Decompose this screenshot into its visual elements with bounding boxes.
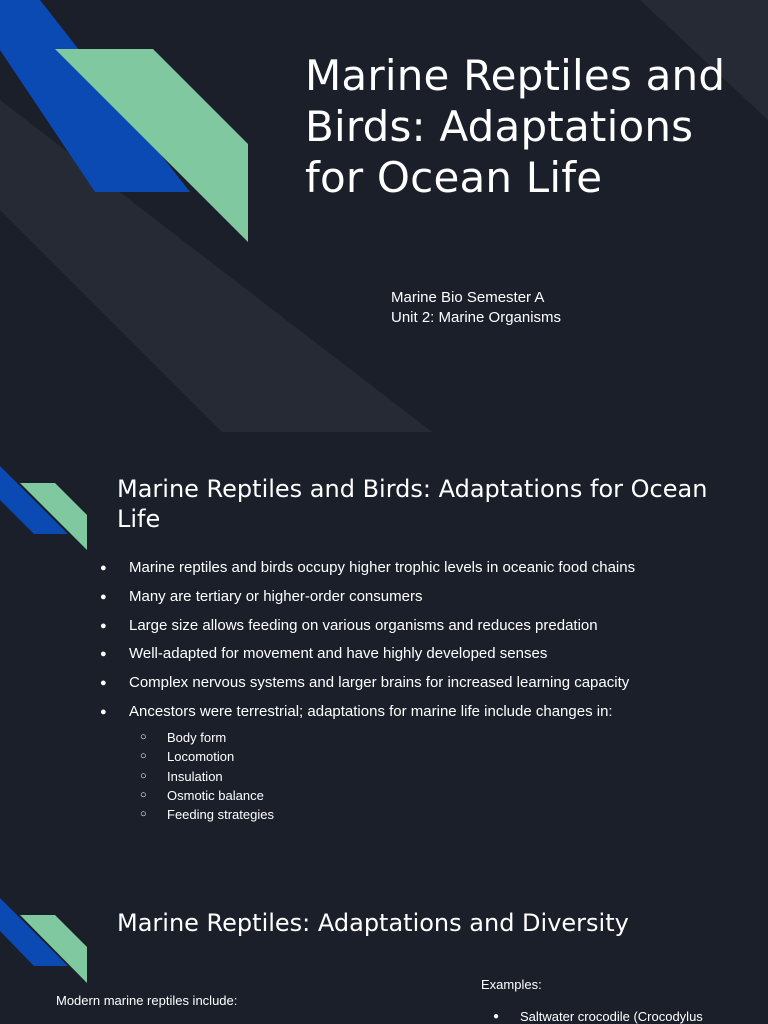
sub-bullet-list <box>129 728 740 824</box>
bullet-list <box>100 558 740 833</box>
slide2-decoration <box>0 448 120 558</box>
bullet-item-text: Ancestors were terrestrial; adaptations for marine life include changes in: <box>129 702 613 720</box>
bullet-item: ● Well-adapted for movement and have highly developed senses <box>100 644 740 664</box>
bullet-item: ● Many are tertiary or higher-order consumers <box>100 587 740 607</box>
slide-title: Marine Reptiles: Adaptations and Diversity <box>117 909 629 937</box>
sub-bullet-item: ○ Insulation <box>129 767 740 786</box>
bullet-item: ● Marine reptiles and birds occupy higher trophic levels in oceanic food chains <box>100 558 740 578</box>
sub-bullet-item: ○ Locomotion <box>129 747 740 766</box>
subtitle-unit: Unit 2: Marine Organisms <box>391 309 562 326</box>
reptiles-slide <box>0 886 768 1024</box>
example-item: ● Saltwater crocodile (Crocodylus <box>493 1008 703 1024</box>
intro-text: Modern marine reptiles include: <box>56 993 238 1008</box>
subtitle-course: Marine Bio Semester A <box>391 289 545 306</box>
presentation-title: Marine Reptiles and Birds: Adaptations for Ocean Life <box>305 51 726 202</box>
presentation-subtitle <box>391 288 561 328</box>
slide3-decoration <box>0 886 120 996</box>
sub-bullet-item: ○ Feeding strategies <box>129 805 740 824</box>
overview-slide <box>0 448 768 878</box>
examples-label: Examples: <box>481 977 542 992</box>
sub-bullet-item: ○ Osmotic balance <box>129 786 740 805</box>
title-slide <box>0 0 768 432</box>
bullet-item: ● Large size allows feeding on various organisms and reduces predation <box>100 616 740 636</box>
bullet-item: ● Complex nervous systems and larger brains for increased learning capacity <box>100 673 740 693</box>
bullet-item-with-subs <box>100 702 740 824</box>
sub-bullet-item: ○ Body form <box>129 728 740 747</box>
slide-title: Marine Reptiles and Birds: Adaptations for Ocean Life <box>117 475 708 533</box>
